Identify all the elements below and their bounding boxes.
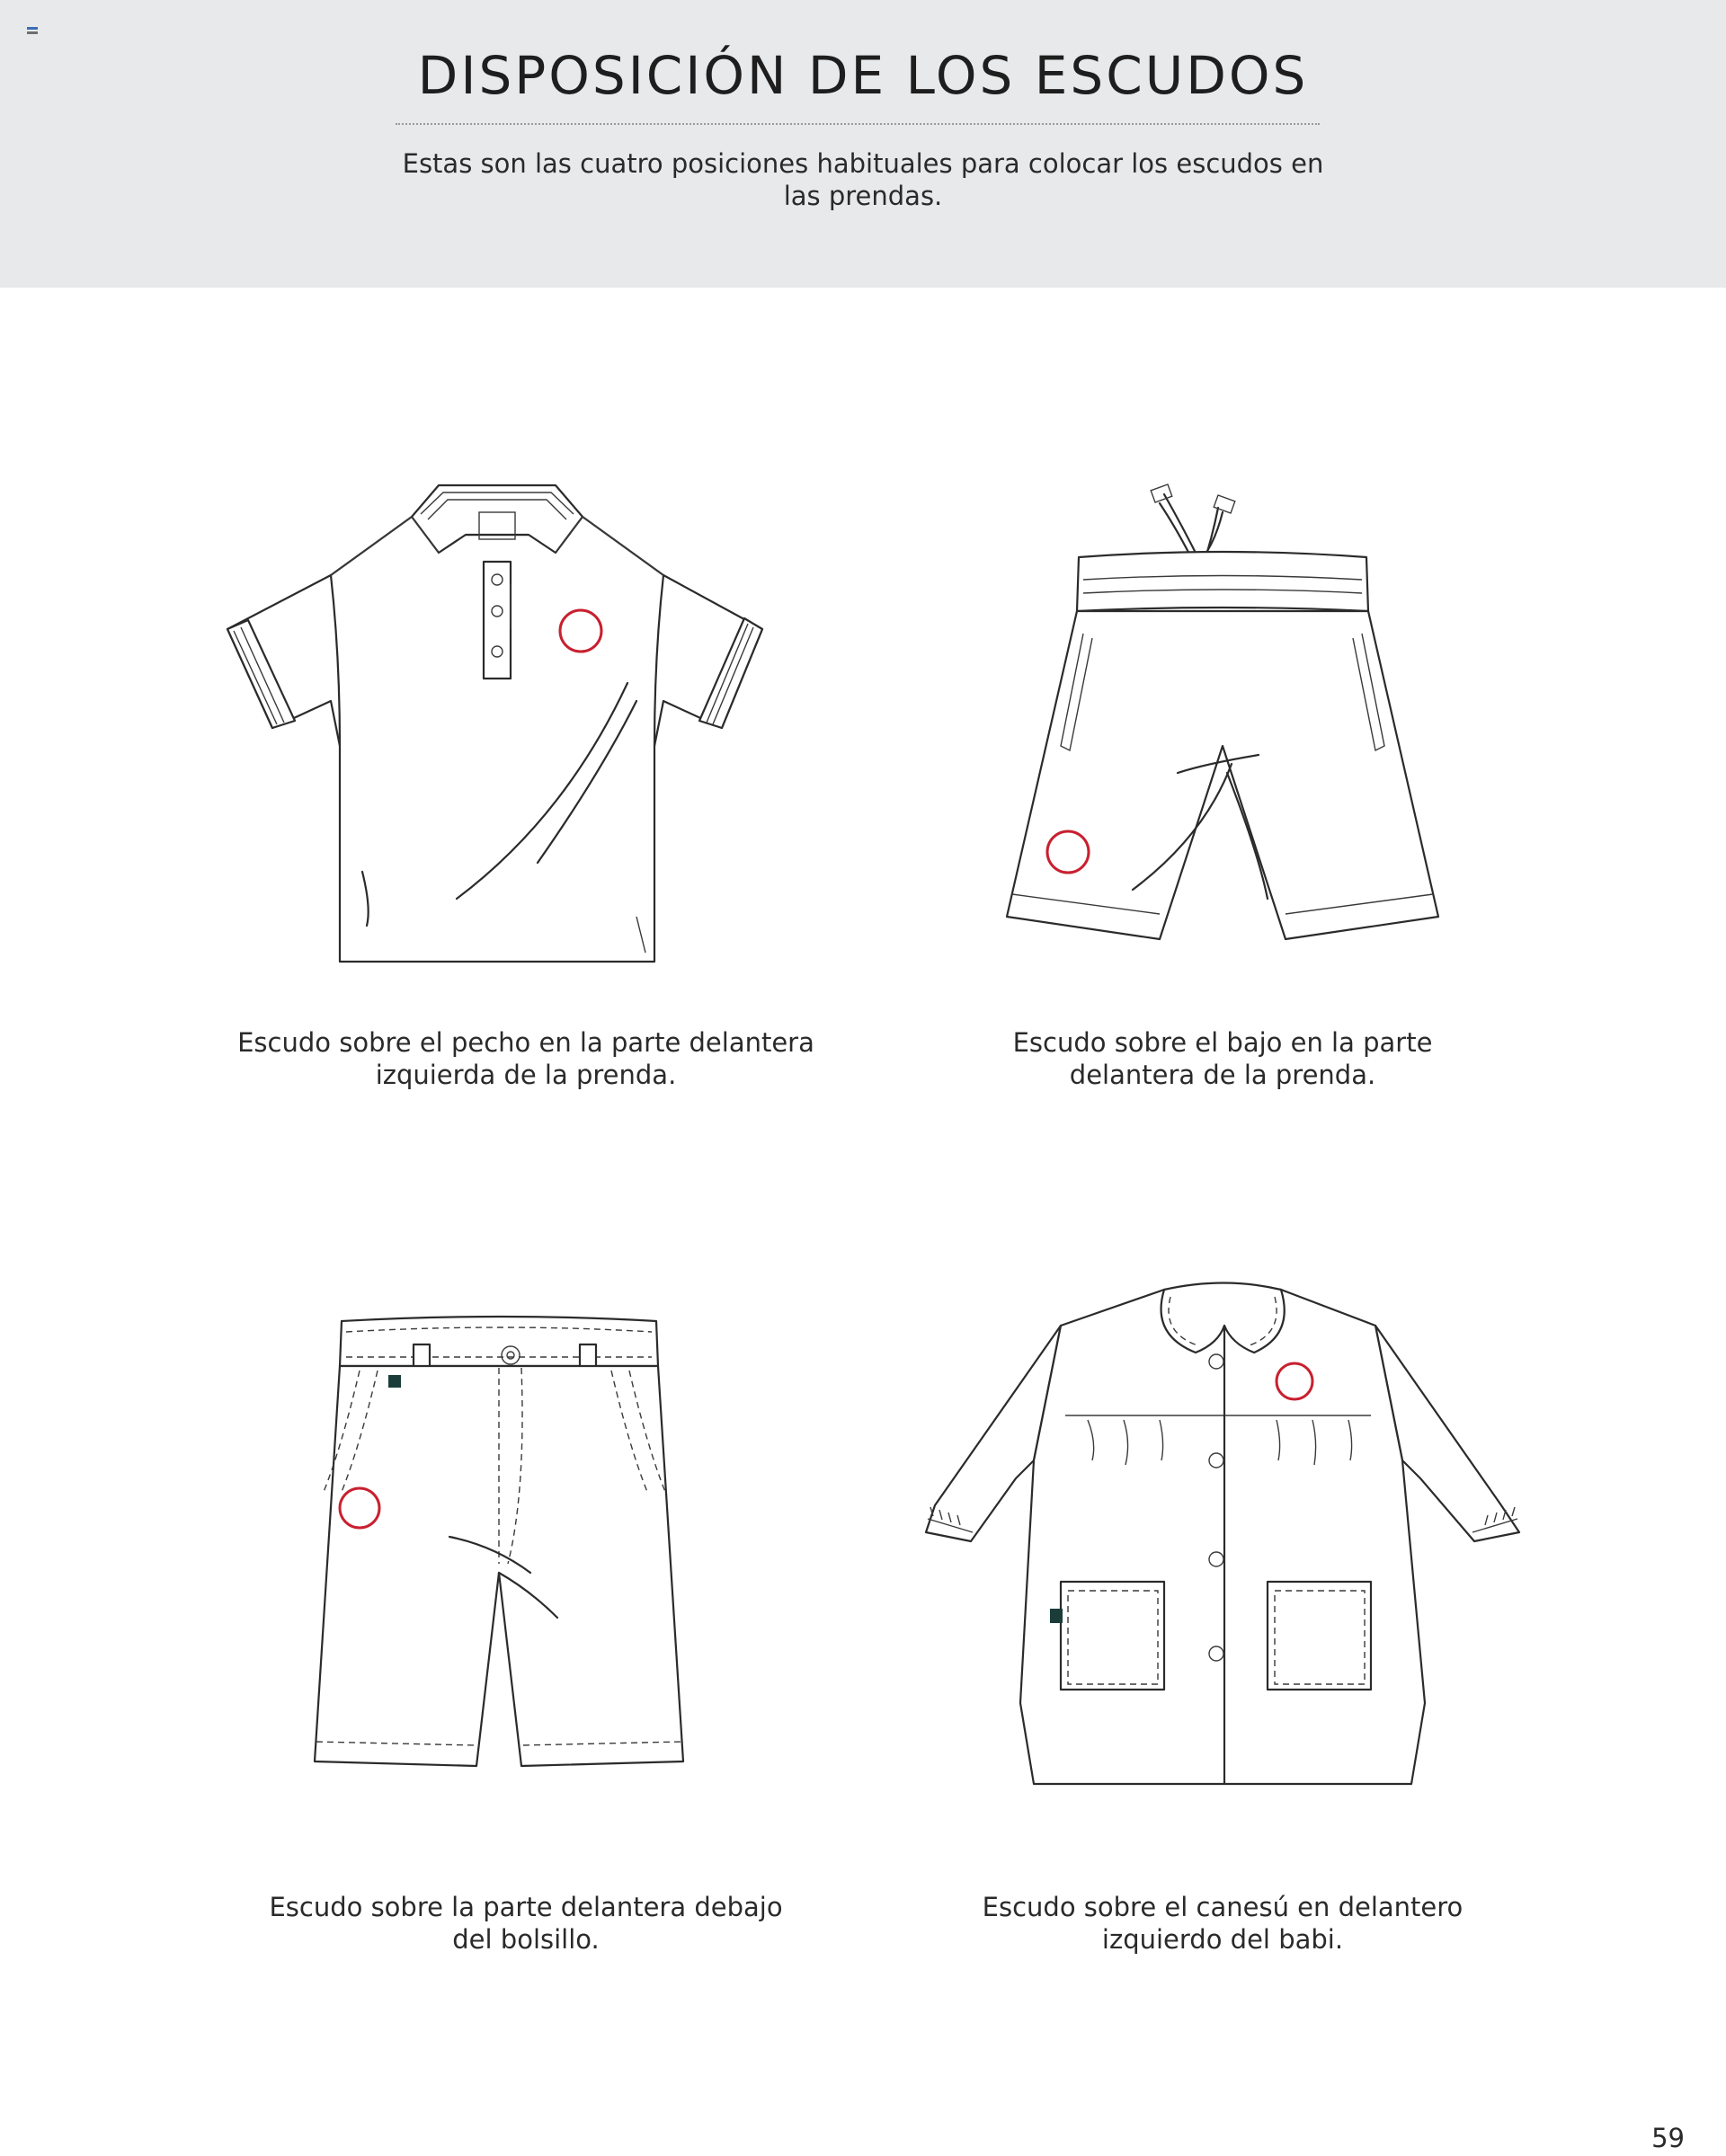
bermuda-shorts-icon	[297, 1312, 701, 1779]
elastic-shorts-icon	[998, 476, 1447, 953]
smock-babi-illustration	[908, 1272, 1537, 1793]
caption-babi: Escudo sobre el canesú en delantero izquierdo del babi.	[982, 1892, 1464, 1955]
polo-shirt-icon	[223, 476, 771, 971]
caption-elastic-shorts: Escudo sobre el bajo en la parte delantera de la prenda.	[1012, 1027, 1433, 1090]
page-title: DISPOSICIÓN DE LOS ESCUDOS	[417, 45, 1309, 106]
corner-mark-icon	[27, 27, 38, 38]
page-header	[0, 0, 1726, 288]
page-number: 59	[1651, 2123, 1685, 2153]
smock-babi-icon	[908, 1272, 1537, 1793]
caption-bermuda: Escudo sobre la parte delantera debajo del bolsillo.	[269, 1892, 783, 1955]
page-subtitle: Estas son las cuatro posiciones habituales para colocar los escudos en las prendas.	[402, 148, 1324, 211]
title-divider	[396, 123, 1320, 125]
polo-shirt-illustration	[223, 476, 771, 971]
elastic-shorts-illustration	[998, 476, 1447, 953]
caption-polo: Escudo sobre el pecho en la parte delantera izquierda de la prenda.	[237, 1027, 814, 1090]
bermuda-shorts-illustration	[297, 1312, 701, 1779]
